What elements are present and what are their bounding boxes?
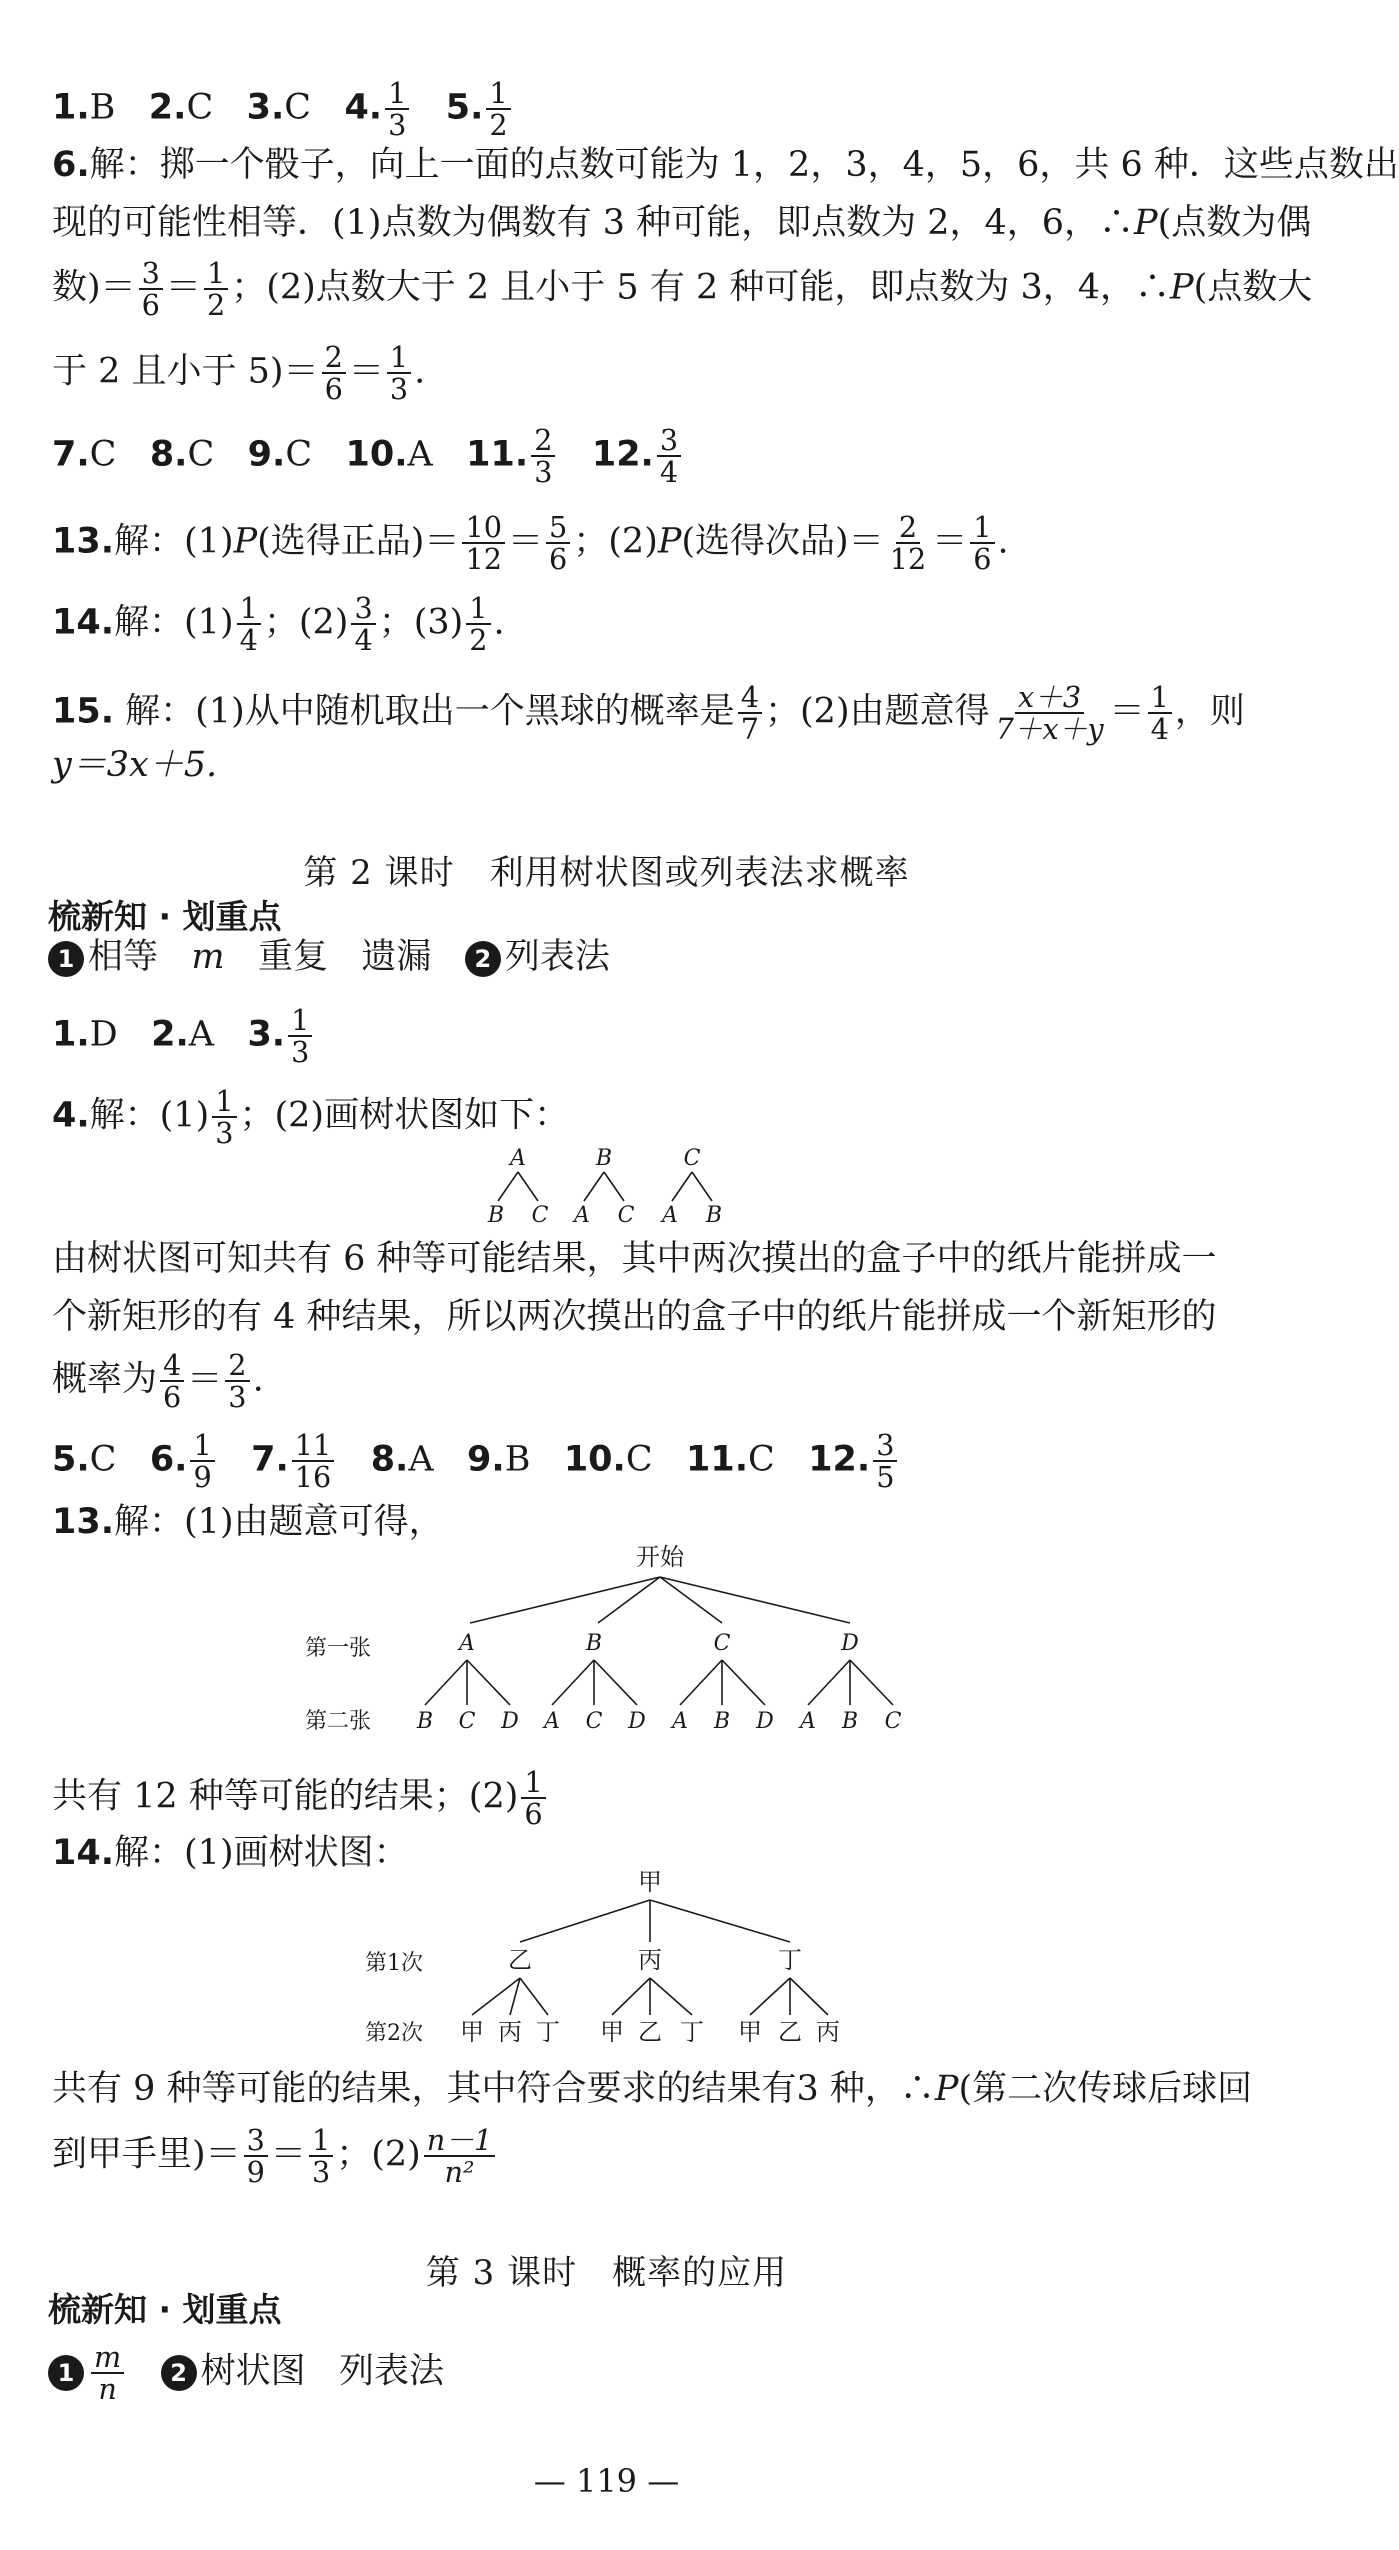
key-points-1: 1 相等 m 重复 遗漏 2 列表法 bbox=[48, 940, 610, 977]
tree-leaf: B bbox=[713, 1709, 731, 1734]
tree-leaf: 甲 bbox=[460, 2018, 484, 2046]
tree-leaf: A bbox=[574, 1203, 590, 1228]
tree-leaf: A bbox=[672, 1709, 688, 1734]
tree-leaf: C bbox=[617, 1203, 635, 1228]
tree-leaf: 丙 bbox=[816, 2018, 840, 2046]
tree-node: C bbox=[713, 1631, 731, 1656]
q6-line1: 6.解：掷一个骰子，向上一面的点数可能为 1，2，3，4，5，6，共 6 种．这些点数出 bbox=[52, 145, 1399, 185]
tree-root: 甲 bbox=[638, 1868, 662, 1896]
tree-leaf: C bbox=[531, 1203, 549, 1228]
tree-leaf: D bbox=[501, 1709, 519, 1734]
page-number: — 119 — bbox=[533, 2462, 680, 2500]
tree-leaf: 乙 bbox=[638, 2018, 662, 2046]
tree-leaf: 甲 bbox=[600, 2018, 624, 2046]
section-title: 梳新知 · 划重点 bbox=[48, 2290, 282, 2329]
q4-para1: 由树状图可知共有 6 种等可能结果，其中两次摸出的盒子中的纸片能拼成一 bbox=[52, 1239, 1217, 1279]
q4-line1: 4.解：(1) $\frac{1}{3}$ ；(2)画树状图如下： bbox=[52, 1084, 570, 1151]
tree-leaf: C bbox=[585, 1709, 603, 1734]
row-label: 第一张 bbox=[305, 1636, 372, 1661]
tree-node: B bbox=[585, 1631, 603, 1656]
tree-leaf: 甲 bbox=[738, 2018, 762, 2046]
tree-leaf: C bbox=[458, 1709, 476, 1734]
answers-1-3: 1.D 2.A 3. $\frac{1}{3}$ bbox=[52, 1005, 315, 1067]
tree-node: C bbox=[683, 1146, 701, 1171]
q13: 13.解：(1)P(选得正品)＝ $\frac{10}{12}$ ＝ $\frac{5}{6}$ ；(2)P(选得次品)＝ $\frac{2}{12}$ ＝ $\frac{1}{6}$ . bbox=[52, 510, 1009, 577]
answers-1-5: 1.B 2.C 3.C 4. $\frac{1}{3}$ 5. $\frac{1}{2}$ bbox=[52, 78, 514, 140]
tree-leaf: 丁 bbox=[536, 2018, 560, 2046]
tree-leaf: D bbox=[628, 1709, 646, 1734]
q13b-line1: 13.解：(1)由题意可得， bbox=[52, 1502, 444, 1542]
tree-node: 乙 bbox=[508, 1946, 532, 1974]
tree-leaf: 乙 bbox=[778, 2018, 802, 2046]
q15-line1: 15. 解：(1)从中随机取出一个黑球的概率是 $\frac{4}{7}$ ；(2)由题意得 $\frac{x+3}{7+x+y}$ ＝ $\frac{1}{4}$ ，则 bbox=[52, 680, 1245, 747]
q6-line3: 数)＝ $\frac{3}{6}$ ＝ $\frac{1}{2}$ ；(2)点数大于 2 且小于 5 有 2 种可能，即点数为 3，4，∴P(点数大 bbox=[52, 256, 1313, 323]
tree-leaf: B bbox=[416, 1709, 434, 1734]
q4-para2: 个新矩形的有 4 种结果，所以两次摸出的盒子中的纸片能拼成一个新矩形的 bbox=[52, 1297, 1217, 1337]
tree-leaf: A bbox=[544, 1709, 560, 1734]
row-label: 第1次 bbox=[365, 1951, 423, 1976]
tree-leaf: 丙 bbox=[498, 2018, 522, 2046]
tree-leaf: B bbox=[705, 1203, 723, 1228]
row-label: 第2次 bbox=[365, 2021, 423, 2046]
tree-node: 丁 bbox=[778, 1946, 802, 1974]
row-label: 第二张 bbox=[305, 1709, 372, 1734]
tree-node: B bbox=[595, 1146, 613, 1171]
tree-leaf: 丁 bbox=[680, 2018, 704, 2046]
tree-node: D bbox=[841, 1631, 859, 1656]
fraction: $\frac{1}{2}$ bbox=[486, 78, 510, 140]
q15-line2: y＝3x＋5. bbox=[52, 745, 218, 785]
q14b-line2: 共有 9 种等可能的结果，其中符合要求的结果有3 种，∴P(第二次传球后球回 bbox=[52, 2069, 1253, 2109]
answers-5-12: 5.C 6. $\frac{1}{9}$ 7. $\frac{11}{16}$ 8.A 9.B 10.C 11.C 12. $\frac{3}{5}$ bbox=[52, 1430, 900, 1492]
answers-7-12: 7.C 8.C 9.C 10.A 11. $\frac{2}{3}$ 12. $\frac{3}{4}$ bbox=[52, 425, 684, 487]
tree-leaf: B bbox=[487, 1203, 505, 1228]
lesson-2-title: 第 2 课时 利用树状图或列表法求概率 bbox=[303, 853, 910, 893]
tree-node: A bbox=[510, 1146, 526, 1171]
fraction: $\frac{1}{3}$ bbox=[385, 78, 409, 140]
q6-line2: 现的可能性相等．(1)点数为偶数有 3 种可能，即点数为 2，4，6，∴P(点数为偶 bbox=[52, 203, 1312, 243]
q14b-line3: 到甲手里)＝ $\frac{3}{9}$ ＝ $\frac{1}{3}$ ；(2) $\frac{n-1}{\text{n²}}$ bbox=[52, 2125, 498, 2187]
key-points-2: 1 $\frac{m}{n}$ 2 树状图 列表法 bbox=[48, 2342, 444, 2404]
tree-root: 开始 bbox=[636, 1543, 684, 1571]
q4-para3: 概率为 $\frac{4}{6}$ ＝ $\frac{2}{3}$ . bbox=[52, 1348, 264, 1415]
tree-leaf: A bbox=[662, 1203, 678, 1228]
tree-leaf: A bbox=[800, 1709, 816, 1734]
tree-leaf: C bbox=[884, 1709, 902, 1734]
q6-line4: 于 2 且小于 5)＝ $\frac{2}{6}$ ＝ $\frac{1}{3}$ . bbox=[52, 340, 426, 407]
tree-leaf: B bbox=[841, 1709, 859, 1734]
tree-node: 丙 bbox=[638, 1946, 662, 1974]
tree-leaf: D bbox=[756, 1709, 774, 1734]
q14: 14.解：(1) $\frac{1}{4}$ ；(2) $\frac{3}{4}$ ；(3) $\frac{1}{2}$ . bbox=[52, 591, 505, 658]
q13b-result: 共有 12 种等可能的结果；(2) $\frac{1}{6}$ bbox=[52, 1767, 549, 1829]
q14b-line1: 14.解：(1)画树状图： bbox=[52, 1833, 409, 1873]
section-title: 梳新知 · 划重点 bbox=[48, 897, 282, 936]
tree-node: A bbox=[459, 1631, 475, 1656]
lesson-3-title: 第 3 课时 概率的应用 bbox=[425, 2253, 788, 2293]
